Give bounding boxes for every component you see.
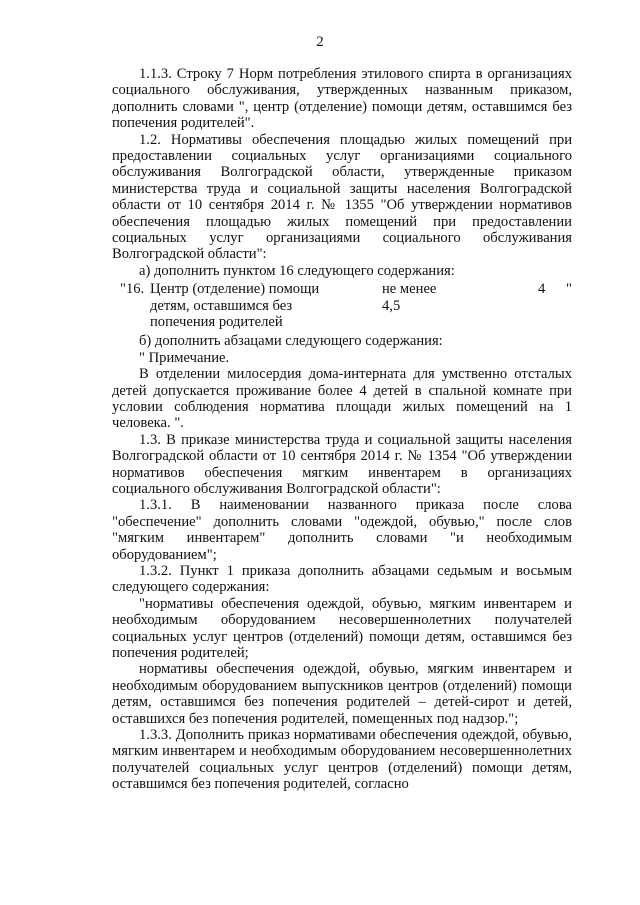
page-number: 2 bbox=[316, 34, 324, 50]
item-16-row bbox=[112, 281, 572, 331]
paragraph-1-1-3: 1.1.3. Строку 7 Норм потребления этилового спирта в организациях социального обслуживания, утвержденных названным приказом, дополнить словами ", центр (отделение) помощи детям, оставшимся без попечения родителей". bbox=[112, 66, 572, 132]
paragraph-norm-1: "нормативы обеспечения одеждой, обувью, мягким инвентарем и необходимым оборудованием несовершеннолетних получателей социальных услуг центров (отделений) помощи детям, оставшимся без попечения родителей; bbox=[112, 595, 572, 661]
paragraph-a: а) дополнить пунктом 16 следующего содержания: bbox=[139, 262, 455, 279]
item-16-name-line2: детям, оставшимся без bbox=[150, 297, 293, 314]
paragraph-1-3-1: 1.3.1. В наименовании названного приказа после слова "обеспечение" дополнить словами "одеждой, обувью," после слов "мягким инвентарем" дополнить словами "и необходимым оборудованием"; bbox=[112, 497, 572, 563]
item-16-condition bbox=[382, 281, 436, 314]
paragraph-note-heading: " Примечание. bbox=[139, 349, 230, 366]
paragraph-norm-2: нормативы обеспечения одеждой, обувью, мягким инвентарем и необходимым оборудованием выпускников центров (отделений) помощи детям, оставшимся без попечения родителей – детей-сирот и детей, оставшихся без попечения родителей, помещенных под надзор."; bbox=[112, 661, 572, 727]
paragraph-1-3: 1.3. В приказе министерства труда и социальной защиты населения Волгоградской области от 10 сентября 2014 г. № 1354 "Об утверждении нормативов обеспечения мягким инвентарем в организациях социального обслуживания Волгоградской области": bbox=[112, 431, 572, 497]
item-16-value: 4 bbox=[538, 281, 546, 298]
item-16-close-quote: " bbox=[566, 281, 572, 298]
item-16-name bbox=[150, 281, 350, 330]
item-16-cond-line1: не менее bbox=[382, 281, 437, 298]
paragraph-1-3-3: 1.3.3. Дополнить приказ нормативами обеспечения одеждой, обувью, мягким инвентарем и необходимым оборудованием несовершеннолетних получателей социальных услуг центров (отделений) помощи детям, оставшимся без попечения родителей, согласно bbox=[112, 727, 572, 793]
document-body bbox=[112, 66, 572, 793]
item-16-name-line3: попечения родителей bbox=[150, 314, 283, 331]
item-16-name-line1: Центр (отделение) помощи bbox=[150, 281, 320, 298]
item-16-number: "16. bbox=[120, 281, 145, 298]
paragraph-1-3-2: 1.3.2. Пункт 1 приказа дополнить абзацами седьмым и восьмым следующего содержания: bbox=[112, 562, 572, 596]
paragraph-b: б) дополнить абзацами следующего содержания: bbox=[139, 333, 443, 350]
item-16-cond-line2: 4,5 bbox=[382, 297, 401, 314]
paragraph-note-text: В отделении милосердия дома-интерната для умственно отсталых детей допускается проживание более 4 детей в спальной комнате при условии соблюдения норматива площади жилых помещений на 1 человека. ". bbox=[112, 366, 572, 432]
paragraph-1-2: 1.2. Нормативы обеспечения площадью жилых помещений при предоставлении социальных услуг организациями социального обслуживания Волгоградской области, утвержденные приказом министерства труда и социальной защиты населения Волгоградской области от 10 сентября 2014 г. № 1355 "Об утверждении нормативов обеспечения площадью жилых помещений при предоставлении социальных услуг организациями социального обслуживания Волгоградской области": bbox=[112, 131, 572, 263]
